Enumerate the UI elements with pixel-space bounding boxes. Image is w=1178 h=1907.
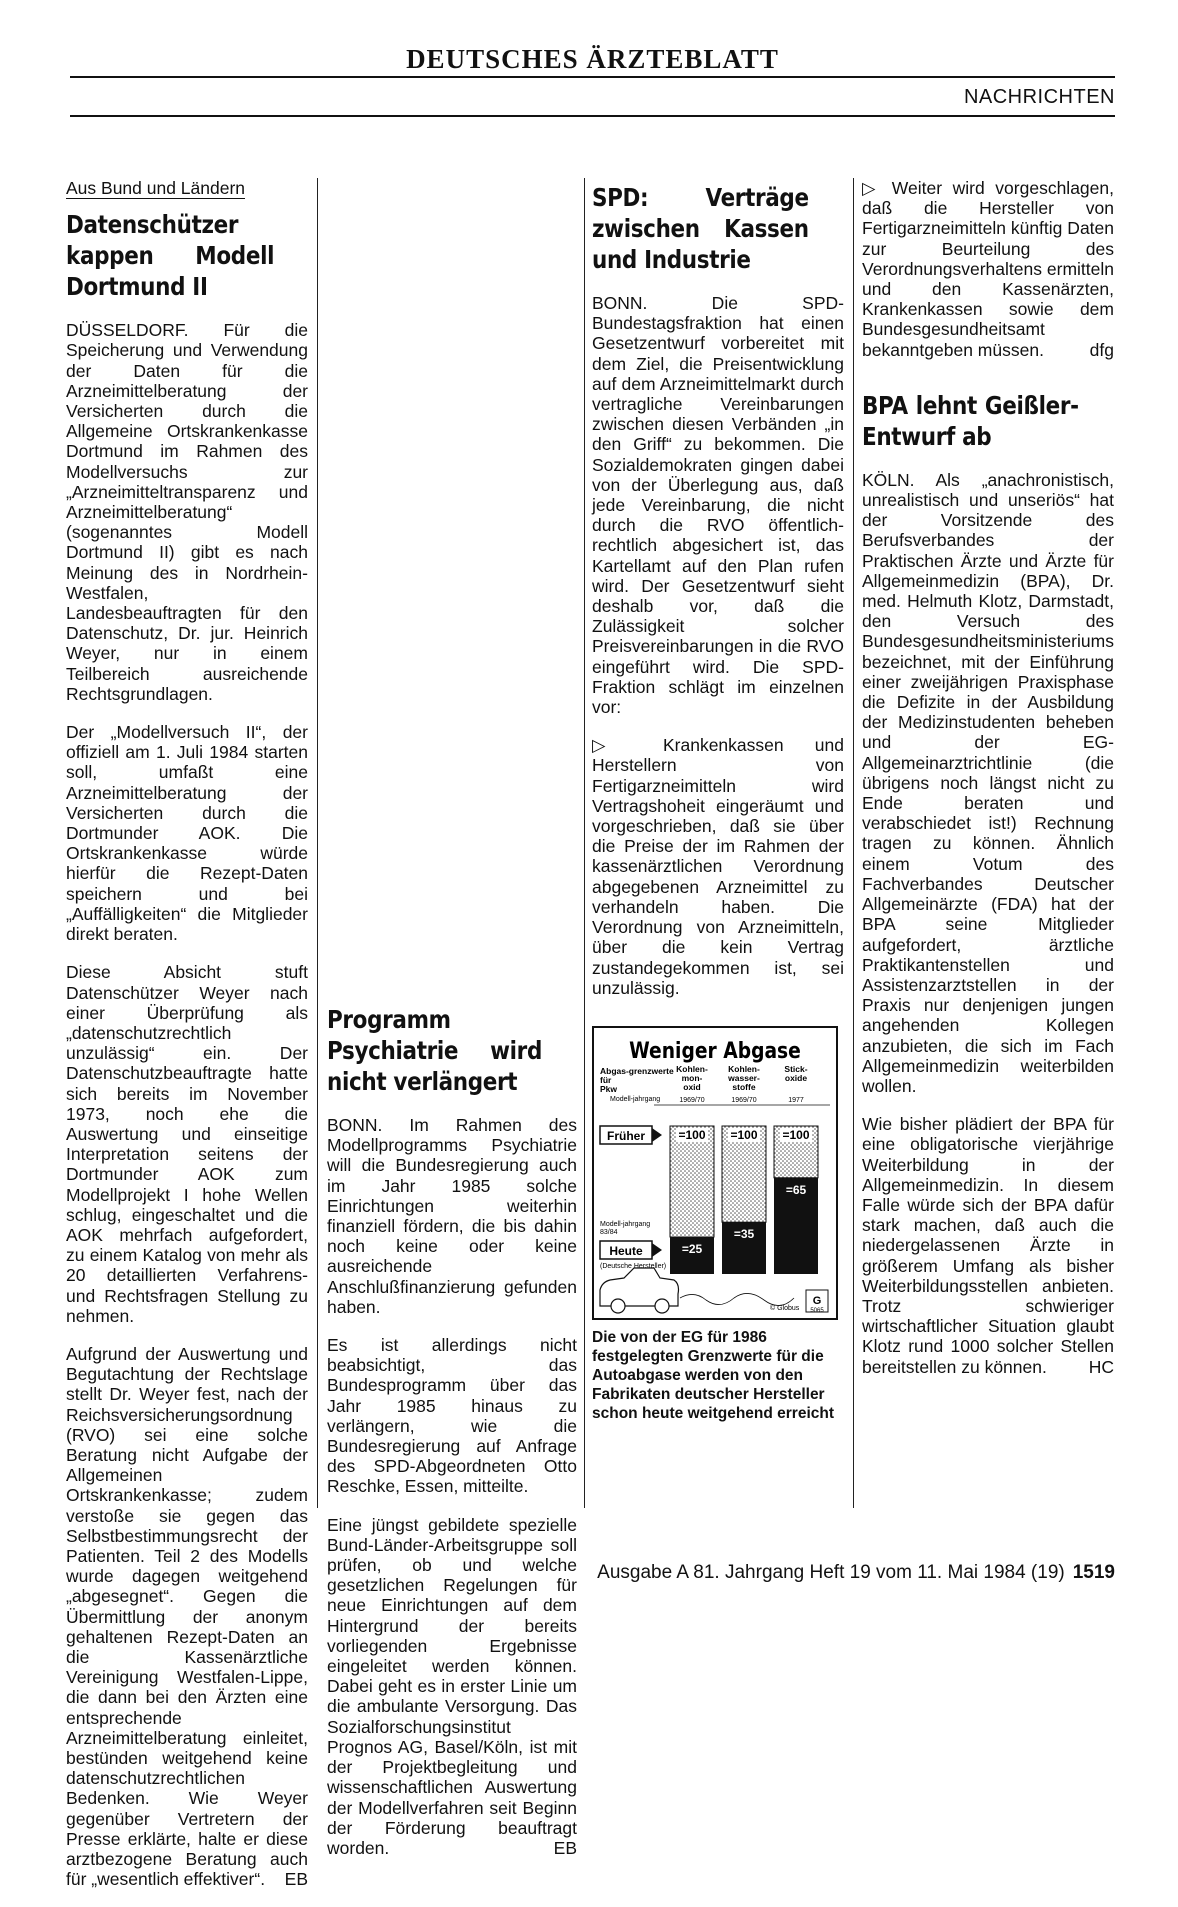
bar-label-heute: =35 <box>733 1227 755 1242</box>
chart-title: Weniger Abgase <box>629 1037 801 1064</box>
article-headline: Datenschützer kappen Modell Dortmund II <box>66 210 275 302</box>
note-label: (Deutsche Hersteller) <box>600 1262 667 1270</box>
article-paragraph <box>66 1344 308 1889</box>
arrow-icon <box>652 1128 662 1142</box>
masthead-divider <box>70 115 1115 117</box>
chart-box <box>592 1026 838 1320</box>
category-label: oxide <box>784 1072 808 1083</box>
article-paragraph-text: Aufgrund der Auswertung und Begutachtung der Rechtslage stellt Dr. Weyer fest, nach der Reichsversicherungsordnung (RVO) sei eine solche Beratung nicht Aufgabe der Allgemeinen Ortskrankenkasse; zudem verstoße sie gegen das Selbstbestimmungsrecht der Patienten. Teil 2 des Modells wurde dagegen weitgehend „abgesegnet“. Gegen die Übermittlung der anonym gehaltenen Rezept-Daten an die Kassenärztliche Vereinigung Westfalen-Lippe, die dann bei den Ärzten eine entsprechende Arzneimittelberatung einleitet, bestünden weitgehend keine datenschutzrechtlichen Bedenken. Wie Weyer gegenüber Vertretern der Presse erklärte, halte er diese arztbezogene Beratung auch für „wesentlich effektiver“. <box>66 1343 308 1890</box>
car-wheel-icon <box>611 1299 625 1313</box>
chart-ylabel: für <box>600 1074 612 1085</box>
kicker: Aus Bund und Ländern <box>66 178 246 198</box>
year-label: 1969/70 <box>679 1096 705 1104</box>
period-label: Modell-jahrgang <box>600 1220 651 1228</box>
category-label: Kohlen- <box>728 1063 760 1074</box>
article-paragraph <box>327 1515 577 1858</box>
column-2 <box>327 1000 577 1876</box>
year-label: 1977 <box>788 1096 804 1104</box>
column-3 <box>592 178 844 1423</box>
category-label: Kohlen- <box>676 1063 708 1074</box>
arrow-icon <box>652 1243 662 1257</box>
chart-ylabel: Abgas-grenzwerte <box>600 1065 674 1076</box>
column-divider <box>317 178 318 1508</box>
article-paragraph <box>862 1114 1114 1377</box>
column-1 <box>66 178 308 1907</box>
article-paragraph-text: Wie bisher plädiert der BPA für eine obligatorische vierjährige Weiterbildung in der Allgemeinmedizin. In diesem Falle würde sich der BPA dafür stark machen, daß auch die niedergelassenen Ärzte in größerem Umfang als bisher Weiterbildungsstellen anbieten. Trotz schwieriger wirtschaftlicher Situation glaubt Klotz rund 1000 solcher Stellen bereitstellen zu können. <box>862 1114 1114 1377</box>
article-paragraph: Der „Modellversuch II“, der offiziell am 1. Juli 1984 starten soll, umfaßt eine Arzneimittelberatung der Versicherten durch die Dortmunder AOK. Die Ortskrankenkasse würde hierfür die Rezept-Daten speichern und bei „Auffälligkeiten“ die Mitglieder direkt beraten. <box>66 722 308 945</box>
article-signature: dfg <box>1089 339 1114 360</box>
article-headline: BPA lehnt Geißler-Entwurf ab <box>862 390 1079 451</box>
chart-ylabel: Pkw <box>600 1083 618 1094</box>
article-signature: EB <box>553 1837 577 1858</box>
legend-frueher: Früher <box>606 1128 646 1143</box>
category-label: mon- <box>681 1072 703 1083</box>
legend-heute: Heute <box>609 1243 643 1258</box>
year-label: 1969/70 <box>731 1096 757 1104</box>
exhaust-icon <box>680 1293 794 1305</box>
chart-svg <box>594 1028 836 1318</box>
bar-label-frueher: =100 <box>678 1127 706 1142</box>
chart-code: 5065 <box>810 1307 824 1314</box>
column-4 <box>862 178 1114 1395</box>
article-paragraph: BONN. Die SPD-Bundestagsfraktion hat einen Gesetzentwurf vorbereitet mit dem Ziel, die Preisentwicklung auf dem Arzneimittelmarkt durch vertragliche Vereinbarungen zwischen diesen Verbänden „in den Griff“ zu bekommen. Die Sozialdemokraten gingen dabei von der Überlegung aus, daß jede Vereinbarung, die nicht durch die RVO öffentlich-rechtlich abgesichert ist, das Kartellamt auf den Plan rufen wird. Der Gesetzentwurf sieht deshalb vor, daß die Zulässigkeit solcher Preisvereinbarungen in die RVO eingeführt wird. Die SPD-Fraktion schlägt im einzelnen vor: <box>592 293 844 718</box>
bar-label-frueher: =100 <box>782 1127 810 1142</box>
bar-frueher <box>670 1126 714 1237</box>
masthead-title: DEUTSCHES ÄRZTEBLATT <box>406 44 779 74</box>
category-label: Stick- <box>784 1063 808 1074</box>
bar-label-heute: =25 <box>681 1241 703 1256</box>
column-divider <box>584 178 585 1508</box>
article-paragraph-text: ▷ Weiter wird vorgeschlagen, daß die Hersteller von Fertigarzneimitteln künftig Daten zur Beurteilung des Verordnungsverhaltens ermitteln und den Kassenärzten, Krankenkassen sowie dem Bundesgesundheitsamt bekanntgeben müssen. <box>862 178 1114 360</box>
article-paragraph: Es ist allerdings nicht beabsichtigt, das Bundesprogramm über das Jahr 1985 hinaus zu verlängern, wie die Bundesregierung auf Anfrage des SPD-Abgeordneten Otto Reschke, Essen, mitteilte. <box>327 1335 577 1497</box>
chart-caption: Die von der EG für 1986 festgelegten Grenzwerte für die Autoabgase werden von den Fabrikaten deutscher Hersteller schon heute weitgehend erreicht <box>592 1328 835 1422</box>
article-paragraph: ▷ Krankenkassen und Herstellern von Fertigarzneimitteln wird Vertragshoheit eingeräumt und vorgeschrieben, daß sie über die Preise der im Rahmen der kassenärztlichen Verordnung abgegebenen Arzneimittel zu verhandeln haben. Die Verordnung von Arzneimitteln, über die kein Vertrag zustandegekommen ist, sei unzulässig. <box>592 735 844 998</box>
car-wheel-icon <box>655 1299 669 1313</box>
period-label: 83/84 <box>600 1228 618 1236</box>
article-headline: SPD: Verträge zwischen Kassen und Industrie <box>592 183 809 274</box>
bar-label-heute: =65 <box>785 1182 807 1197</box>
section-label: NACHRICHTEN <box>963 86 1115 108</box>
bar-label-frueher: =100 <box>730 1127 758 1142</box>
chart-credit: © Globus <box>770 1304 800 1312</box>
article-signature: HC <box>1088 1356 1114 1377</box>
page-footer <box>597 1562 1115 1584</box>
column-divider <box>853 178 854 1508</box>
globus-logo-letter: G <box>812 1294 822 1307</box>
article-signature: EB <box>284 1869 308 1890</box>
article-paragraph: KÖLN. Als „anachronistisch, unrealistisch und unseriös“ hat der Vorsitzende des Berufsverbandes der Praktischen Ärzte und Ärzte für Allgemeinmedizin (BPA), Dr. med. Helmuth Klotz, Darmstadt, den Versuch des Bundesgesundheitsministeriums bezeichnet, mit der Einführung einer zweijährigen Praxisphase die Defizite in der Ausbildung der Medizinstudenten beheben und der EG-Allgemeinarztrichtlinie (die übrigens noch längst nicht zu Ende beraten und verabschiedet ist!) Rechnung tragen zu können. Ähnlich einem Votum des Fachverbandes Deutscher Allgemeinärzte (FDA) hat der BPA seine Mitglieder aufgefordert, ärztliche Praktikantenstellen und Assistenzarztstellen in der Praxis nur denjenigen jungen angehenden Kollegen anzubieten, die sich im Fach Allgemeinmedizin weiterbilden wollen. <box>862 469 1114 1096</box>
article-paragraph <box>862 178 1114 360</box>
category-label: stoffe <box>732 1081 756 1092</box>
category-label: oxid <box>683 1081 701 1092</box>
masthead <box>70 40 1115 78</box>
article-paragraph-text: Eine jüngst gebildete spezielle Bund-Länder-Arbeitsgruppe soll prüfen, ob und welche gesetzlichen Regelungen für neue Einrichtungen auf dem Hintergrund der bereits vorliegenden Ergebnisse eingeleitet werden können. Dabei geht es in erster Linie um die ambulante Versorgung. Das Sozialforschungsinstitut Prognos AG, Basel/Köln, ist mit der Projektbegleitung und wissenschaftlichen Auswertung der Modellverfahren seit Beginn der Förderung beauftragt worden. <box>327 1514 577 1858</box>
article-headline: Programm Psychiatrie wird nicht verlängert <box>327 1005 542 1096</box>
category-label: wasser- <box>728 1072 760 1083</box>
article-paragraph: Diese Absicht stuft Datenschützer Weyer nach einer Überprüfung als „datenschutzrechtlich unzulässig“ ein. Der Datenschutzbeauftragte hatte sich bereits im November 1973, noch ehe die Auswertung und einseitige Interpretation seitens der Dortmunder AOK zum Modellprojekt I hohe Wellen schlug, eingeschaltet und die AOK mehrfach aufgefordert, zu einem Katalog von mehr als 20 detaillierten Verfahrens- und Rechtsfragen Stellung zu nehmen. <box>66 962 308 1326</box>
article-paragraph: BONN. Im Rahmen des Modellprogramms Psychiatrie will die Bundesregierung auch im Jahr 1985 solche Einrichtungen weiterhin finanziell fördern, die bis dahin noch keine oder keine ausreichende Anschlußfinanzierung gefunden haben. <box>327 1115 577 1317</box>
chart-row-label: Modell-jahrgang <box>610 1095 661 1103</box>
footer-text: Ausgabe A 81. Jahrgang Heft 19 vom 11. Mai 1984 (19) <box>597 1562 1065 1583</box>
page-number: 1519 <box>1072 1562 1115 1583</box>
article-paragraph: DÜSSELDORF. Für die Speicherung und Verwendung der Daten für die Arzneimittelberatung der Versicherten durch die Allgemeine Ortskrankenkasse Dortmund im Rahmen des Modellversuchs zur „Arzneimitteltransparenz und Arzneimittelberatung“ (sogenanntes Modell Dortmund II) gibt es nach Meinung des in Nordrhein-Westfalen, Landesbeauftragten für den Datenschutz, Dr. jur. Heinrich Weyer, nur in einem Teilbereich ausreichende Rechtsgrundlagen. <box>66 320 308 704</box>
